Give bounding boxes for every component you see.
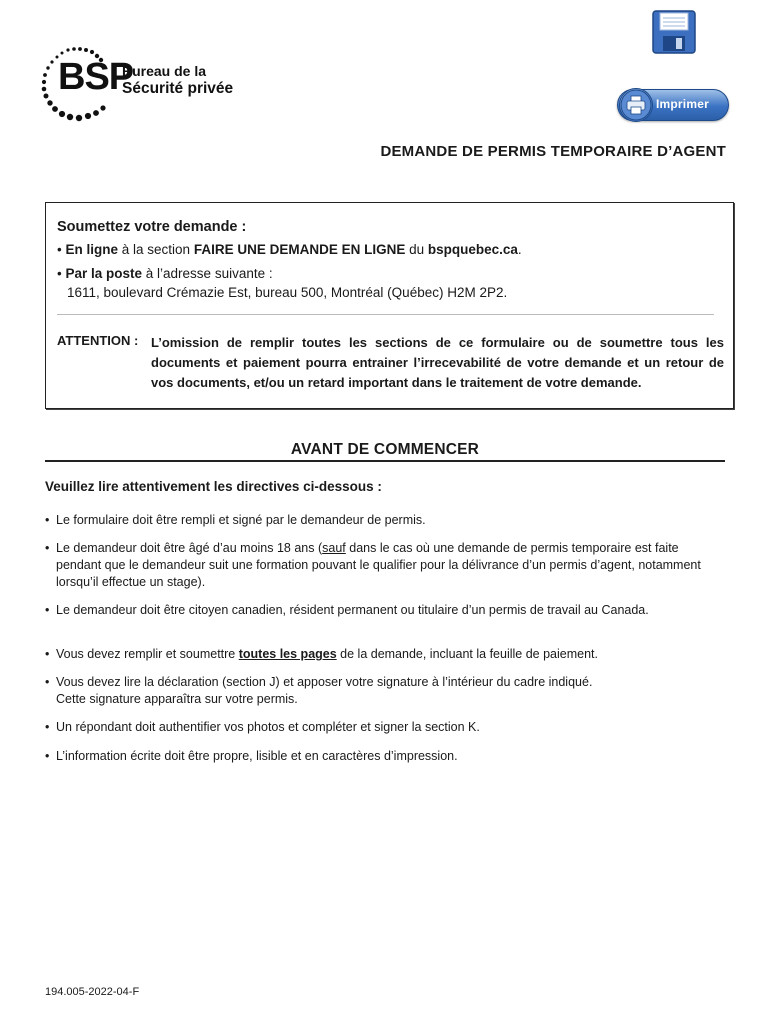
- box-divider: [57, 314, 714, 315]
- directive-item: [45, 540, 725, 591]
- online-du: du: [405, 242, 428, 257]
- website-link[interactable]: bspquebec.ca: [427, 242, 518, 257]
- post-lead: Par la poste: [65, 266, 143, 281]
- bullet: •: [45, 541, 50, 555]
- print-button-label[interactable]: Imprimer: [656, 97, 709, 111]
- directive-item: [45, 646, 725, 663]
- directive-item: [45, 748, 725, 765]
- directive-text: Un répondant doit authentifier vos photos et compléter et signer la section K.: [56, 720, 480, 734]
- post-text: à l’adresse suivante :: [142, 266, 273, 281]
- bullet: •: [45, 603, 50, 617]
- form-code: 194.005-2022-04-F: [45, 986, 140, 998]
- directive-item: [45, 512, 725, 529]
- bullet: •: [45, 675, 50, 689]
- mailing-address: 1611, boulevard Crémazie Est, bureau 500, Montréal (Québec) H2M 2P2.: [67, 285, 508, 300]
- underlined-bold-text: toutes les pages: [238, 647, 337, 661]
- floppy-disk-icon[interactable]: [652, 10, 696, 54]
- attention-label: ATTENTION :: [57, 333, 139, 348]
- online-text: à la section: [118, 242, 194, 257]
- bullet: •: [57, 266, 62, 281]
- bullet: •: [45, 749, 50, 763]
- document-title: DEMANDE DE PERMIS TEMPORAIRE D’AGENT: [380, 143, 726, 160]
- logo-line-1: Bureau de la: [122, 63, 207, 79]
- directive-text: Le formulaire doit être rempli et signé par le demandeur de permis.: [56, 513, 426, 527]
- section-title: AVANT DE COMMENCER: [290, 441, 480, 458]
- directive-text: Le demandeur doit être citoyen canadien, résident permanent ou titulaire d’un permis de travail au Canada.: [56, 603, 649, 617]
- section-rule: [45, 460, 725, 462]
- submit-post-line: [57, 267, 273, 281]
- directive-text-part: Cette signature apparaîtra sur votre permis.: [56, 692, 298, 706]
- printer-icon: [619, 88, 653, 122]
- directive-item: [45, 719, 725, 736]
- online-end: .: [517, 242, 522, 257]
- bullet: •: [45, 647, 50, 661]
- underlined-text: sauf: [322, 541, 346, 555]
- directive-text-part: Le demandeur doit être âgé d’au moins 18 ans (: [56, 541, 323, 555]
- online-section-name: FAIRE UNE DEMANDE EN LIGNE: [193, 242, 406, 257]
- submit-online-line: [57, 243, 522, 257]
- logo-line-2: Sécurité privée: [122, 80, 234, 97]
- directive-text: [56, 646, 725, 663]
- directive-text: L’information écrite doit être propre, lisible et en caractères d’impression.: [56, 749, 458, 763]
- directive-item: [45, 602, 725, 619]
- online-lead: En ligne: [65, 242, 119, 257]
- directive-text-part: dans le cas où une demande de permis temporaire est faite pendant que le demandeur suit une formation pouvant le qualifier pour la délivrance d’un permis d’agent, notamment lorsqu’il effectue un stage).: [56, 541, 701, 589]
- directive-text: [56, 674, 725, 708]
- bullet: •: [57, 242, 62, 257]
- section-intro: Veuillez lire attentivement les directives ci-dessous :: [45, 479, 382, 494]
- directive-text-part: Vous devez remplir et soumettre: [56, 647, 239, 661]
- bullet: •: [45, 720, 50, 734]
- directive-text-part: Vous devez lire la déclaration (section J) et apposer votre signature à l’intérieur du cadre indiqué.: [56, 675, 593, 689]
- directive-text: [56, 540, 725, 591]
- logo-acronym: BSP: [58, 56, 134, 98]
- directive-text-part: de la demande, incluant la feuille de paiement.: [336, 647, 598, 661]
- bullet: •: [45, 513, 50, 527]
- attention-text: L’omission de remplir toutes les sections de ce formulaire ou de soumettre tous les documents et paiement pourra entrainer l’irrecevabilité de votre demande et un retour de vos documents, et/ou un retard important dans le traitement de votre demande.: [151, 335, 724, 390]
- submission-box-title: Soumettez votre demande :: [57, 219, 247, 235]
- directive-item: [45, 674, 725, 708]
